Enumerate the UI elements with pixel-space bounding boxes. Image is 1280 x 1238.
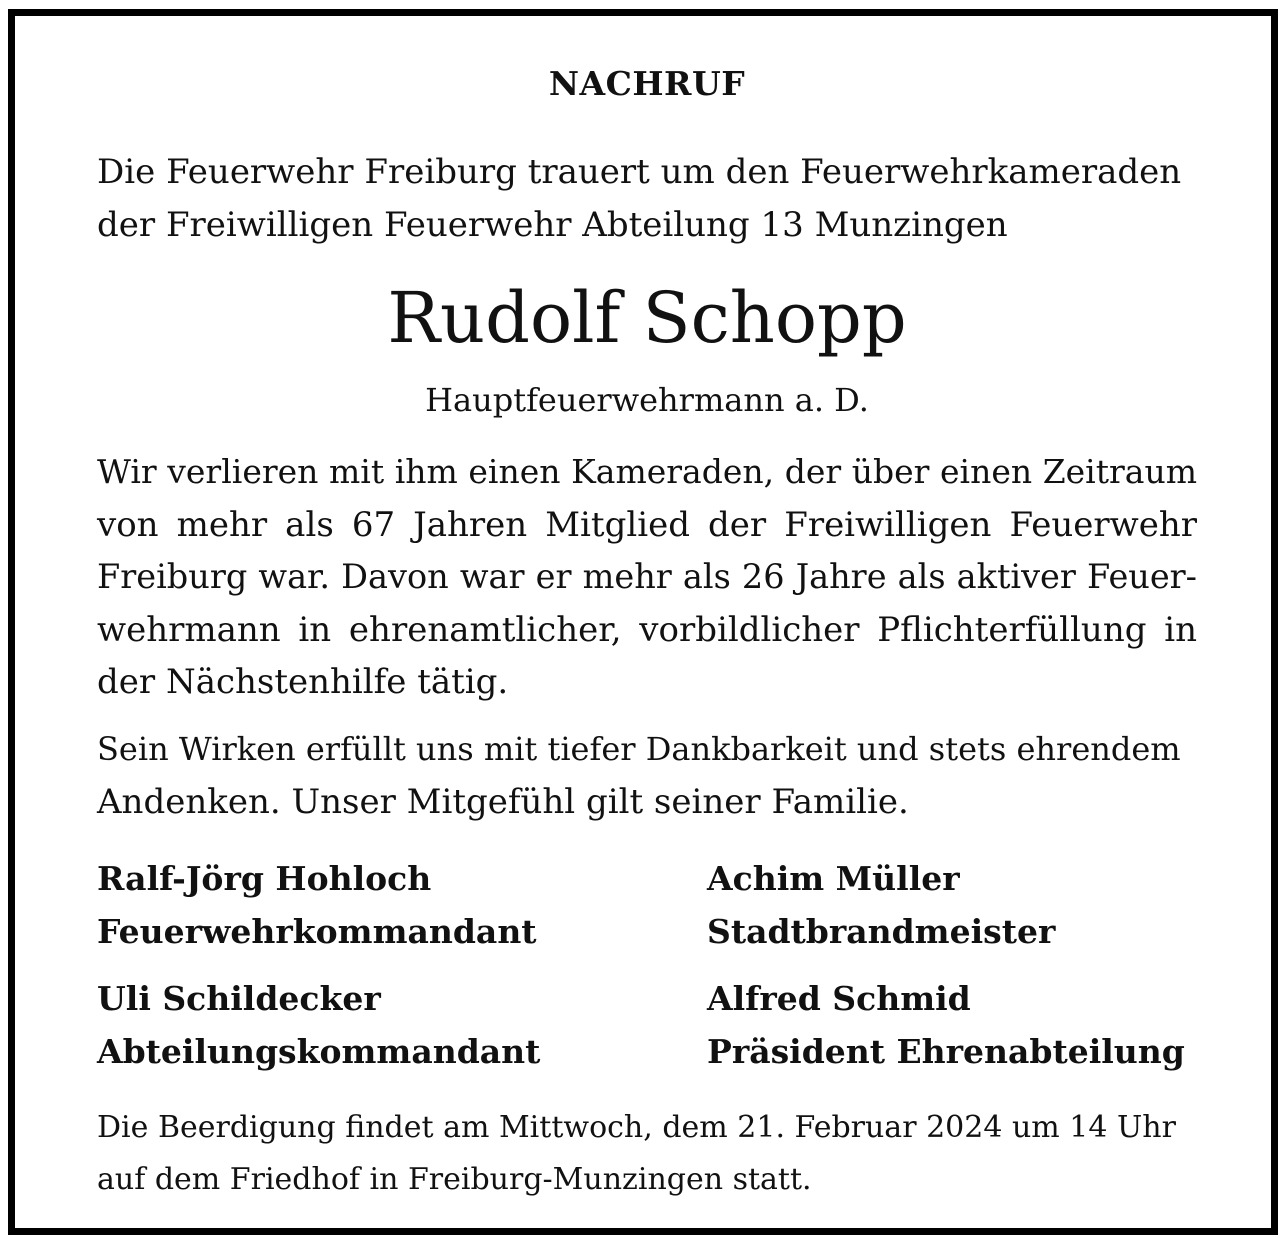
deceased-rank: Hauptfeuerwehrmann a. D. [425,381,869,419]
funeral-line: auf dem Friedhof in Freiburg-Munzingen statt. [97,1162,812,1197]
intro-text [97,146,1197,252]
funeral-info [97,1102,1197,1206]
tribute-line: der Nächstenhilfe tätig. [97,662,509,702]
signer-title: Stadtbrandmeister [707,912,1056,951]
obituary-frame [8,9,1278,1235]
signer-title: Abteilungskommandant [97,1032,541,1071]
signer [707,852,1227,958]
deceased-name: Rudolf Schopp [387,277,907,359]
condolence-paragraph [97,723,1197,829]
intro-line: Die Feuerwehr Freiburg trauert um den Feuerwehrkameraden [97,152,1182,192]
signer-title: Präsident Ehrenabteilung [707,1032,1185,1071]
intro-line: der Freiwilligen Feuerwehr Abteilung 13 Munzingen [97,205,1008,245]
signer-name: Ralf-Jörg Hohloch [97,859,432,898]
signer-name: Alfred Schmid [707,979,971,1018]
condolence-line: Sein Wirken erfüllt uns mit tiefer Dankbarkeit und stets ehrendem [97,730,1181,768]
signer-name: Uli Schildecker [97,979,381,1018]
notice-heading: NACHRUF [548,64,746,103]
tribute-line: wehrmann in ehrenamtlicher, vorbildlicher Pflichterfüllung in [97,609,1197,650]
tribute-line: Wir verlieren mit ihm einen Kameraden, der über einen Zeitraum [97,452,1197,491]
signer [707,972,1227,1078]
tribute-paragraph [97,446,1197,709]
signer [97,972,617,1078]
signer-title: Feuerwehrkommandant [97,912,537,951]
tribute-line: von mehr als 67 Jahren Mitglied der Freiwilligen Feuerwehr [97,504,1197,545]
funeral-line: Die Beerdigung findet am Mittwoch, dem 21. Februar 2024 um 14 Uhr [97,1110,1176,1145]
tribute-line: Freiburg war. Davon war er mehr als 26 Jahre als aktiver Feuer- [97,557,1197,596]
condolence-line: Andenken. Unser Mitgefühl gilt seiner Familie. [97,782,909,822]
signer [97,852,617,958]
signer-name: Achim Müller [707,859,960,898]
